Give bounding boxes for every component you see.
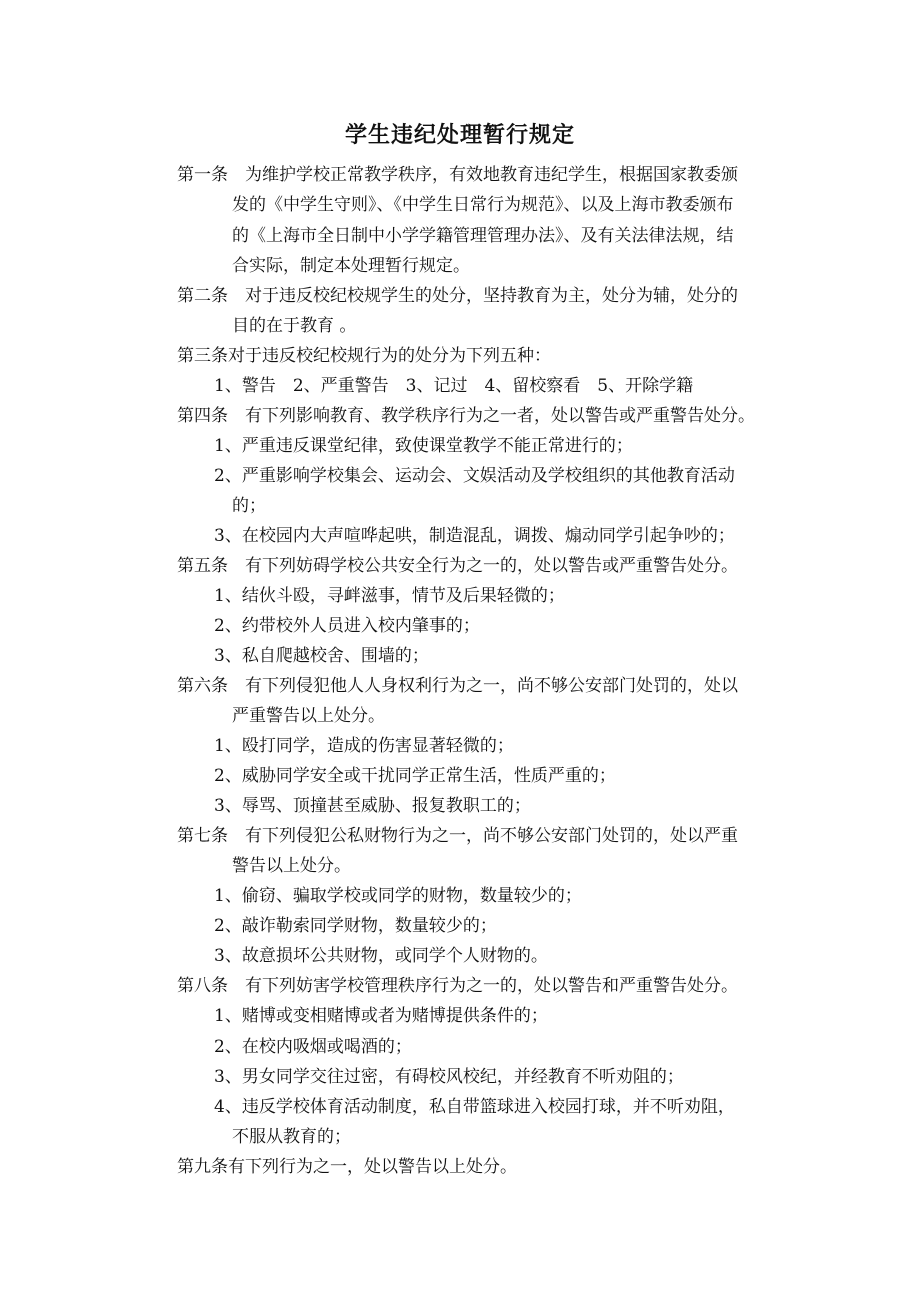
article-7-line: 第七条 有下列侵犯公私财物行为之一，尚不够公安部门处罚的，处以严重 [177, 826, 738, 846]
list-item: 1、结伙斗殴，寻衅滋事，情节及后果轻微的； [214, 586, 565, 606]
list-item: 2、威胁同学安全或干扰同学正常生活，性质严重的； [214, 766, 616, 786]
list-item: 3、私自爬越校舍、围墙的； [214, 646, 429, 666]
list-item: 2、敲诈勒索同学财物，数量较少的； [214, 916, 497, 936]
article-6-line: 严重警告以上处分。 [232, 706, 385, 726]
list-item: 2、约带校外人员进入校内肇事的； [214, 616, 480, 636]
list-item: 3、在校园内大声喧哗起哄，制造混乱，调拨、煽动同学引起争吵的； [214, 526, 735, 546]
article-5-line: 第五条 有下列妨碍学校公共安全行为之一的，处以警告或严重警告处分。 [177, 556, 738, 576]
article-9-line: 第九条有下列行为之一，处以警告以上处分。 [177, 1157, 517, 1177]
article-1-line: 合实际，制定本处理暂行规定。 [232, 256, 470, 276]
list-item: 2、严重影响学校集会、运动会、文娱活动及学校组织的其他教育活动 [214, 466, 735, 486]
list-item: 2、在校内吸烟或喝酒的； [214, 1037, 412, 1057]
list-item-continuation: 不服从教育的； [232, 1127, 351, 1147]
list-item: 1、严重违反课堂纪律，致使课堂教学不能正常进行的； [214, 436, 633, 456]
article-1-line: 第一条 为维护学校正常教学秩序，有效地教育违纪学生，根据国家教委颁 [177, 165, 738, 185]
penalty-list: 1、警告 2、严重警告 3、记过 4、留校察看 5、开除学籍 [214, 376, 694, 396]
article-2-line: 目的在于教育 。 [232, 316, 357, 336]
list-item: 1、殴打同学，造成的伤害显著轻微的； [214, 736, 514, 756]
list-item: 3、辱骂、顶撞甚至威胁、报复教职工的； [214, 796, 531, 816]
article-2-line: 第二条 对于违反校纪校规学生的处分，坚持教育为主，处分为辅，处分的 [177, 286, 738, 306]
list-item: 3、男女同学交往过密，有碍校风校纪，并经教育不听劝阻的； [214, 1067, 684, 1087]
document-title: 学生违纪处理暂行规定 [344, 123, 575, 148]
list-item: 4、违反学校体育活动制度，私自带篮球进入校园打球，并不听劝阻， [214, 1097, 735, 1117]
article-6-line: 第六条 有下列侵犯他人人身权利行为之一，尚不够公安部门处罚的，处以 [177, 676, 738, 696]
article-8-line: 第八条 有下列妨害学校管理秩序行为之一的，处以警告和严重警告处分。 [177, 976, 738, 996]
article-3-line: 第三条对于违反校纪校规行为的处分为下列五种： [177, 346, 551, 366]
list-item-continuation: 的； [232, 496, 266, 516]
article-4-line: 第四条 有下列影响教育、教学秩序行为之一者，处以警告或严重警告处分。 [177, 406, 755, 426]
list-item: 1、偷窃、骗取学校或同学的财物，数量较少的； [214, 886, 582, 906]
article-1-line: 发的《中学生守则》、《中学生日常行为规范》、以及上海市教委颁布 [232, 195, 734, 215]
article-1-line: 的《上海市全日制中小学学籍管理管理办法》、及有关法律法规，结 [232, 226, 734, 246]
list-item: 3、故意损坏公共财物，或同学个人财物的。 [214, 946, 548, 966]
article-7-line: 警告以上处分。 [232, 856, 351, 876]
list-item: 1、赌博或变相赌博或者为赌博提供条件的； [214, 1006, 548, 1026]
